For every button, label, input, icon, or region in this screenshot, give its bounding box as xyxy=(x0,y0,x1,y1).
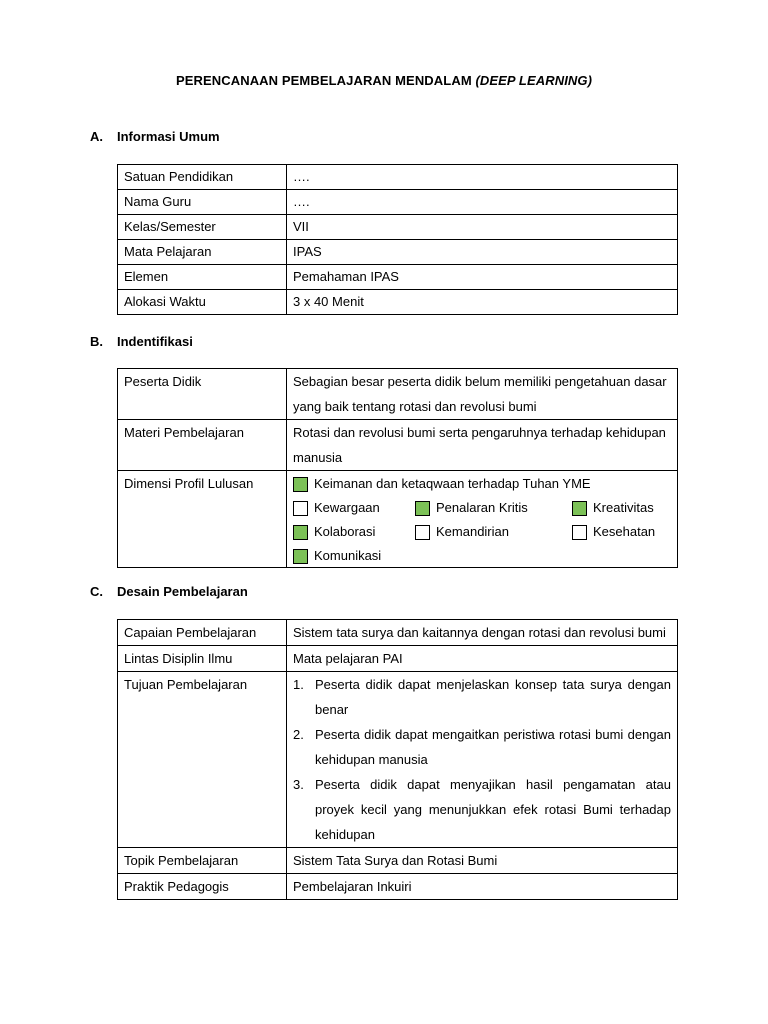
table-row xyxy=(118,290,678,315)
table-row xyxy=(118,265,678,290)
dimensi-label: Kewargaan xyxy=(314,499,380,515)
document-title xyxy=(0,73,768,88)
list-number: 2. xyxy=(293,727,304,742)
info-key: Nama Guru xyxy=(118,190,287,215)
praktik-value: Pembelajaran Inkuiri xyxy=(287,874,678,900)
list-number: 3. xyxy=(293,777,304,792)
table-row xyxy=(118,672,678,848)
dimensi-option xyxy=(293,543,381,568)
list-item xyxy=(293,722,671,772)
tujuan-list-cell xyxy=(287,672,678,848)
dimensi-option xyxy=(572,519,671,544)
checkbox[interactable] xyxy=(293,501,308,516)
info-value: 3 x 40 Menit xyxy=(287,290,678,315)
materi-value: Rotasi dan revolusi bumi serta pengaruhnya terhadap kehidupan manusia xyxy=(287,420,678,471)
table-row xyxy=(118,646,678,672)
section-label: Desain Pembelajaran xyxy=(117,584,248,599)
section-c-heading xyxy=(90,584,248,599)
dimensi-label: Penalaran Kritis xyxy=(436,499,528,515)
info-value: VII xyxy=(287,215,678,240)
title-italic: (DEEP LEARNING) xyxy=(475,73,593,88)
list-item xyxy=(293,672,671,722)
desain-table xyxy=(117,619,678,900)
checkbox[interactable] xyxy=(572,525,587,540)
dimensi-label: Keimanan dan ketaqwaan terhadap Tuhan YME xyxy=(314,475,591,491)
table-row xyxy=(118,215,678,240)
checkbox[interactable] xyxy=(572,501,587,516)
table-row xyxy=(118,471,678,568)
dimensi-options xyxy=(287,471,678,568)
checkbox[interactable] xyxy=(415,525,430,540)
section-b-heading xyxy=(90,334,193,349)
info-value: …. xyxy=(287,190,678,215)
table-row xyxy=(118,874,678,900)
list-text: Peserta didik dapat mengaitkan peristiwa rotasi bumi dengan kehidupan manusia xyxy=(315,727,671,767)
list-number: 1. xyxy=(293,677,304,692)
peserta-value: Sebagian besar peserta didik belum memiliki pengetahuan dasar yang baik tentang rotasi dan revolusi bumi xyxy=(287,369,678,420)
info-table xyxy=(117,164,678,315)
dimensi-option xyxy=(572,495,671,520)
peserta-key: Peserta Didik xyxy=(118,369,287,420)
lintas-key: Lintas Disiplin Ilmu xyxy=(118,646,287,672)
checkbox[interactable] xyxy=(293,525,308,540)
dimensi-label: Kemandirian xyxy=(436,523,509,539)
section-number: C. xyxy=(90,584,103,599)
info-value: IPAS xyxy=(287,240,678,265)
topik-value: Sistem Tata Surya dan Rotasi Bumi xyxy=(287,848,678,874)
dimensi-option xyxy=(293,519,415,544)
dimensi-label: Kreativitas xyxy=(593,499,654,515)
dimensi-option xyxy=(415,495,572,520)
table-row xyxy=(118,165,678,190)
capaian-value: Sistem tata surya dan kaitannya dengan rotasi dan revolusi bumi xyxy=(287,620,678,646)
dimensi-option xyxy=(293,495,415,520)
checkbox[interactable] xyxy=(415,501,430,516)
section-number: B. xyxy=(90,334,103,349)
materi-key: Materi Pembelajaran xyxy=(118,420,287,471)
info-key: Alokasi Waktu xyxy=(118,290,287,315)
info-key: Elemen xyxy=(118,265,287,290)
list-text: Peserta didik dapat menyajikan hasil pengamatan atau proyek kecil yang menunjukkan efek rotasi Bumi terhadap kehidupan xyxy=(315,777,671,842)
lintas-value: Mata pelajaran PAI xyxy=(287,646,678,672)
identifikasi-table xyxy=(117,368,678,568)
info-value: Pemahaman IPAS xyxy=(287,265,678,290)
praktik-key: Praktik Pedagogis xyxy=(118,874,287,900)
checkbox[interactable] xyxy=(293,477,308,492)
table-row xyxy=(118,190,678,215)
capaian-key: Capaian Pembelajaran xyxy=(118,620,287,646)
table-row xyxy=(118,420,678,471)
section-label: Indentifikasi xyxy=(117,334,193,349)
tujuan-list xyxy=(293,672,671,847)
dimensi-label: Komunikasi xyxy=(314,547,382,563)
tujuan-key: Tujuan Pembelajaran xyxy=(118,672,287,848)
info-key: Satuan Pendidikan xyxy=(118,165,287,190)
checkbox[interactable] xyxy=(293,549,308,564)
list-item xyxy=(293,772,671,847)
list-text: Peserta didik dapat menjelaskan konsep tata surya dengan benar xyxy=(315,677,671,717)
table-row xyxy=(118,620,678,646)
table-row xyxy=(118,369,678,420)
dimensi-label: Kesehatan xyxy=(593,523,656,539)
dimensi-option xyxy=(415,519,572,544)
info-key: Mata Pelajaran xyxy=(118,240,287,265)
dimensi-key: Dimensi Profil Lulusan xyxy=(118,471,287,568)
section-label: Informasi Umum xyxy=(117,129,220,144)
info-value: …. xyxy=(287,165,678,190)
section-a-heading xyxy=(90,129,220,144)
table-row xyxy=(118,240,678,265)
table-row xyxy=(118,848,678,874)
info-key: Kelas/Semester xyxy=(118,215,287,240)
title-main: PERENCANAAN PEMBELAJARAN MENDALAM xyxy=(175,73,472,88)
section-number: A. xyxy=(90,129,103,144)
dimensi-label: Kolaborasi xyxy=(314,523,376,539)
topik-key: Topik Pembelajaran xyxy=(118,848,287,874)
dimensi-option xyxy=(293,471,591,496)
